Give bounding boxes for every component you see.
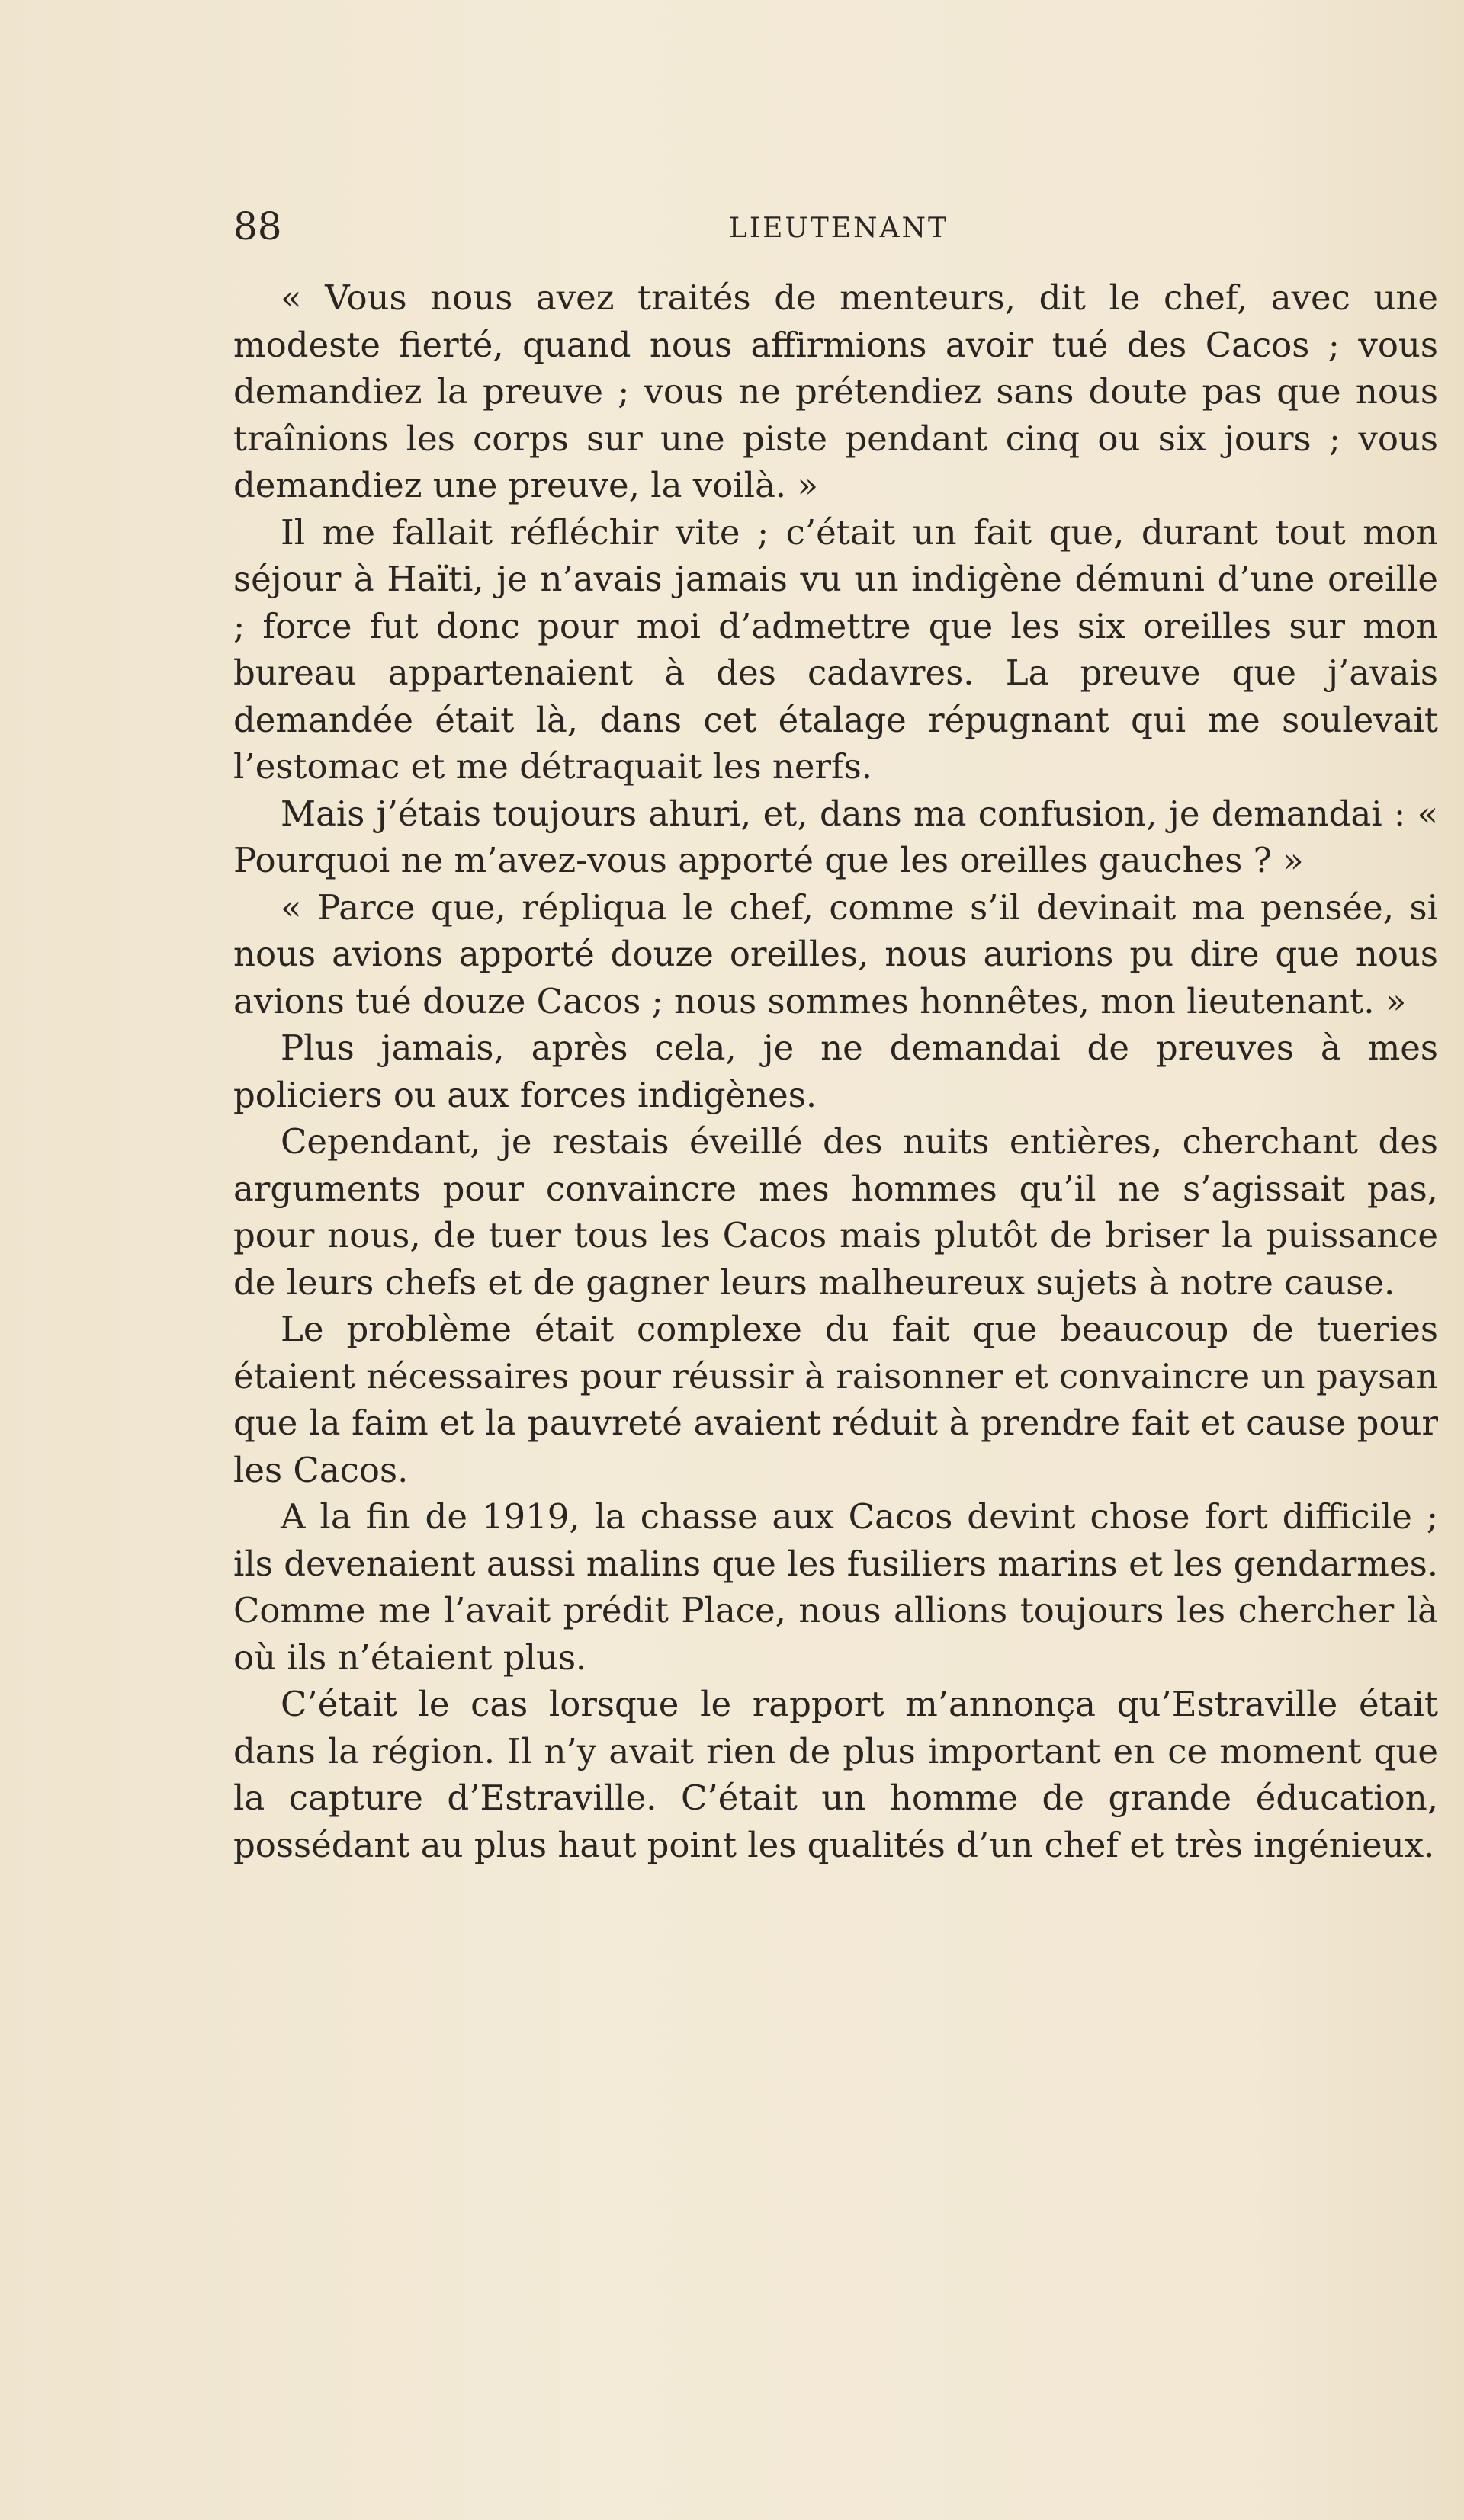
paragraph-6: Cependant, je restais éveillé des nuits entières, cherchant des arguments pour convaincre mes hommes qu’il ne s’agissait pas, pour nous, de tuer tous les Cacos mais plutôt de briser la puissance de leurs chefs et de gagner leurs malheureux sujets à notre cause. bbox=[233, 1121, 1438, 1303]
paragraph-7: Le problème était complexe du fait que beaucoup de tueries étaient nécessaires pour réussir à raisonner et convaincre un paysan que la faim et la pauvreté avaient réduit à prendre fait et cause pour les Cacos. bbox=[233, 1309, 1438, 1490]
paragraph-2: Il me fallait réfléchir vite ; c’était un fait que, durant tout mon séjour à Haïti, je n’avais jamais vu un indigène démuni d’une oreille ; force fut donc pour moi d’admettre que les six oreilles sur mon bureau appartenaient à des cadavres. La preuve que j’avais demandée était là, dans cet étalage répugnant qui me soulevait l’estomac et me détraquait les nerfs. bbox=[233, 511, 1438, 787]
body-text bbox=[233, 274, 1438, 1868]
paragraph-1: « Vous nous avez traités de menteurs, dit le chef, avec une modeste fierté, quand nous affirmions avoir tué des Cacos ; vous demandiez la preuve ; vous ne prétendiez sans doute pas que nous traînions les corps sur une piste pendant cinq ou six jours ; vous demandiez une preuve, la voilà. » bbox=[233, 277, 1438, 505]
paragraph-3: Mais j’étais toujours ahuri, et, dans ma confusion, je demandai : « Pourquoi ne m’avez-vous apporté que les oreilles gauches ? » bbox=[233, 793, 1438, 880]
page-header bbox=[233, 200, 1438, 253]
page-number: 88 bbox=[233, 204, 282, 248]
paragraph-9: C’était le cas lorsque le rapport m’annonça qu’Estraville était dans la région. Il n’y avait rien de plus important en ce moment que la capture d’Estraville. C’était un homme de grande éducation, possédant au plus haut point les qualités d’un chef et très ingénieux. bbox=[233, 1684, 1438, 1865]
paragraph-4: « Parce que, répliqua le chef, comme s’il devinait ma pensée, si nous avions apporté douze oreilles, nous aurions pu dire que nous avions tué douze Cacos ; nous sommes honnêtes, mon lieutenant. » bbox=[233, 886, 1438, 1021]
running-title: LIEUTENANT bbox=[729, 213, 949, 244]
paragraph-5: Plus jamais, après cela, je ne demandai de preuves à mes policiers ou aux forces indigènes. bbox=[233, 1028, 1438, 1115]
paragraph-8: A la fin de 1919, la chasse aux Cacos devint chose fort difficile ; ils devenaient aussi malins que les fusiliers marins et les gendarmes. Comme me l’avait prédit Place, nous allions toujours les chercher là où ils n’étaient plus. bbox=[233, 1496, 1438, 1678]
